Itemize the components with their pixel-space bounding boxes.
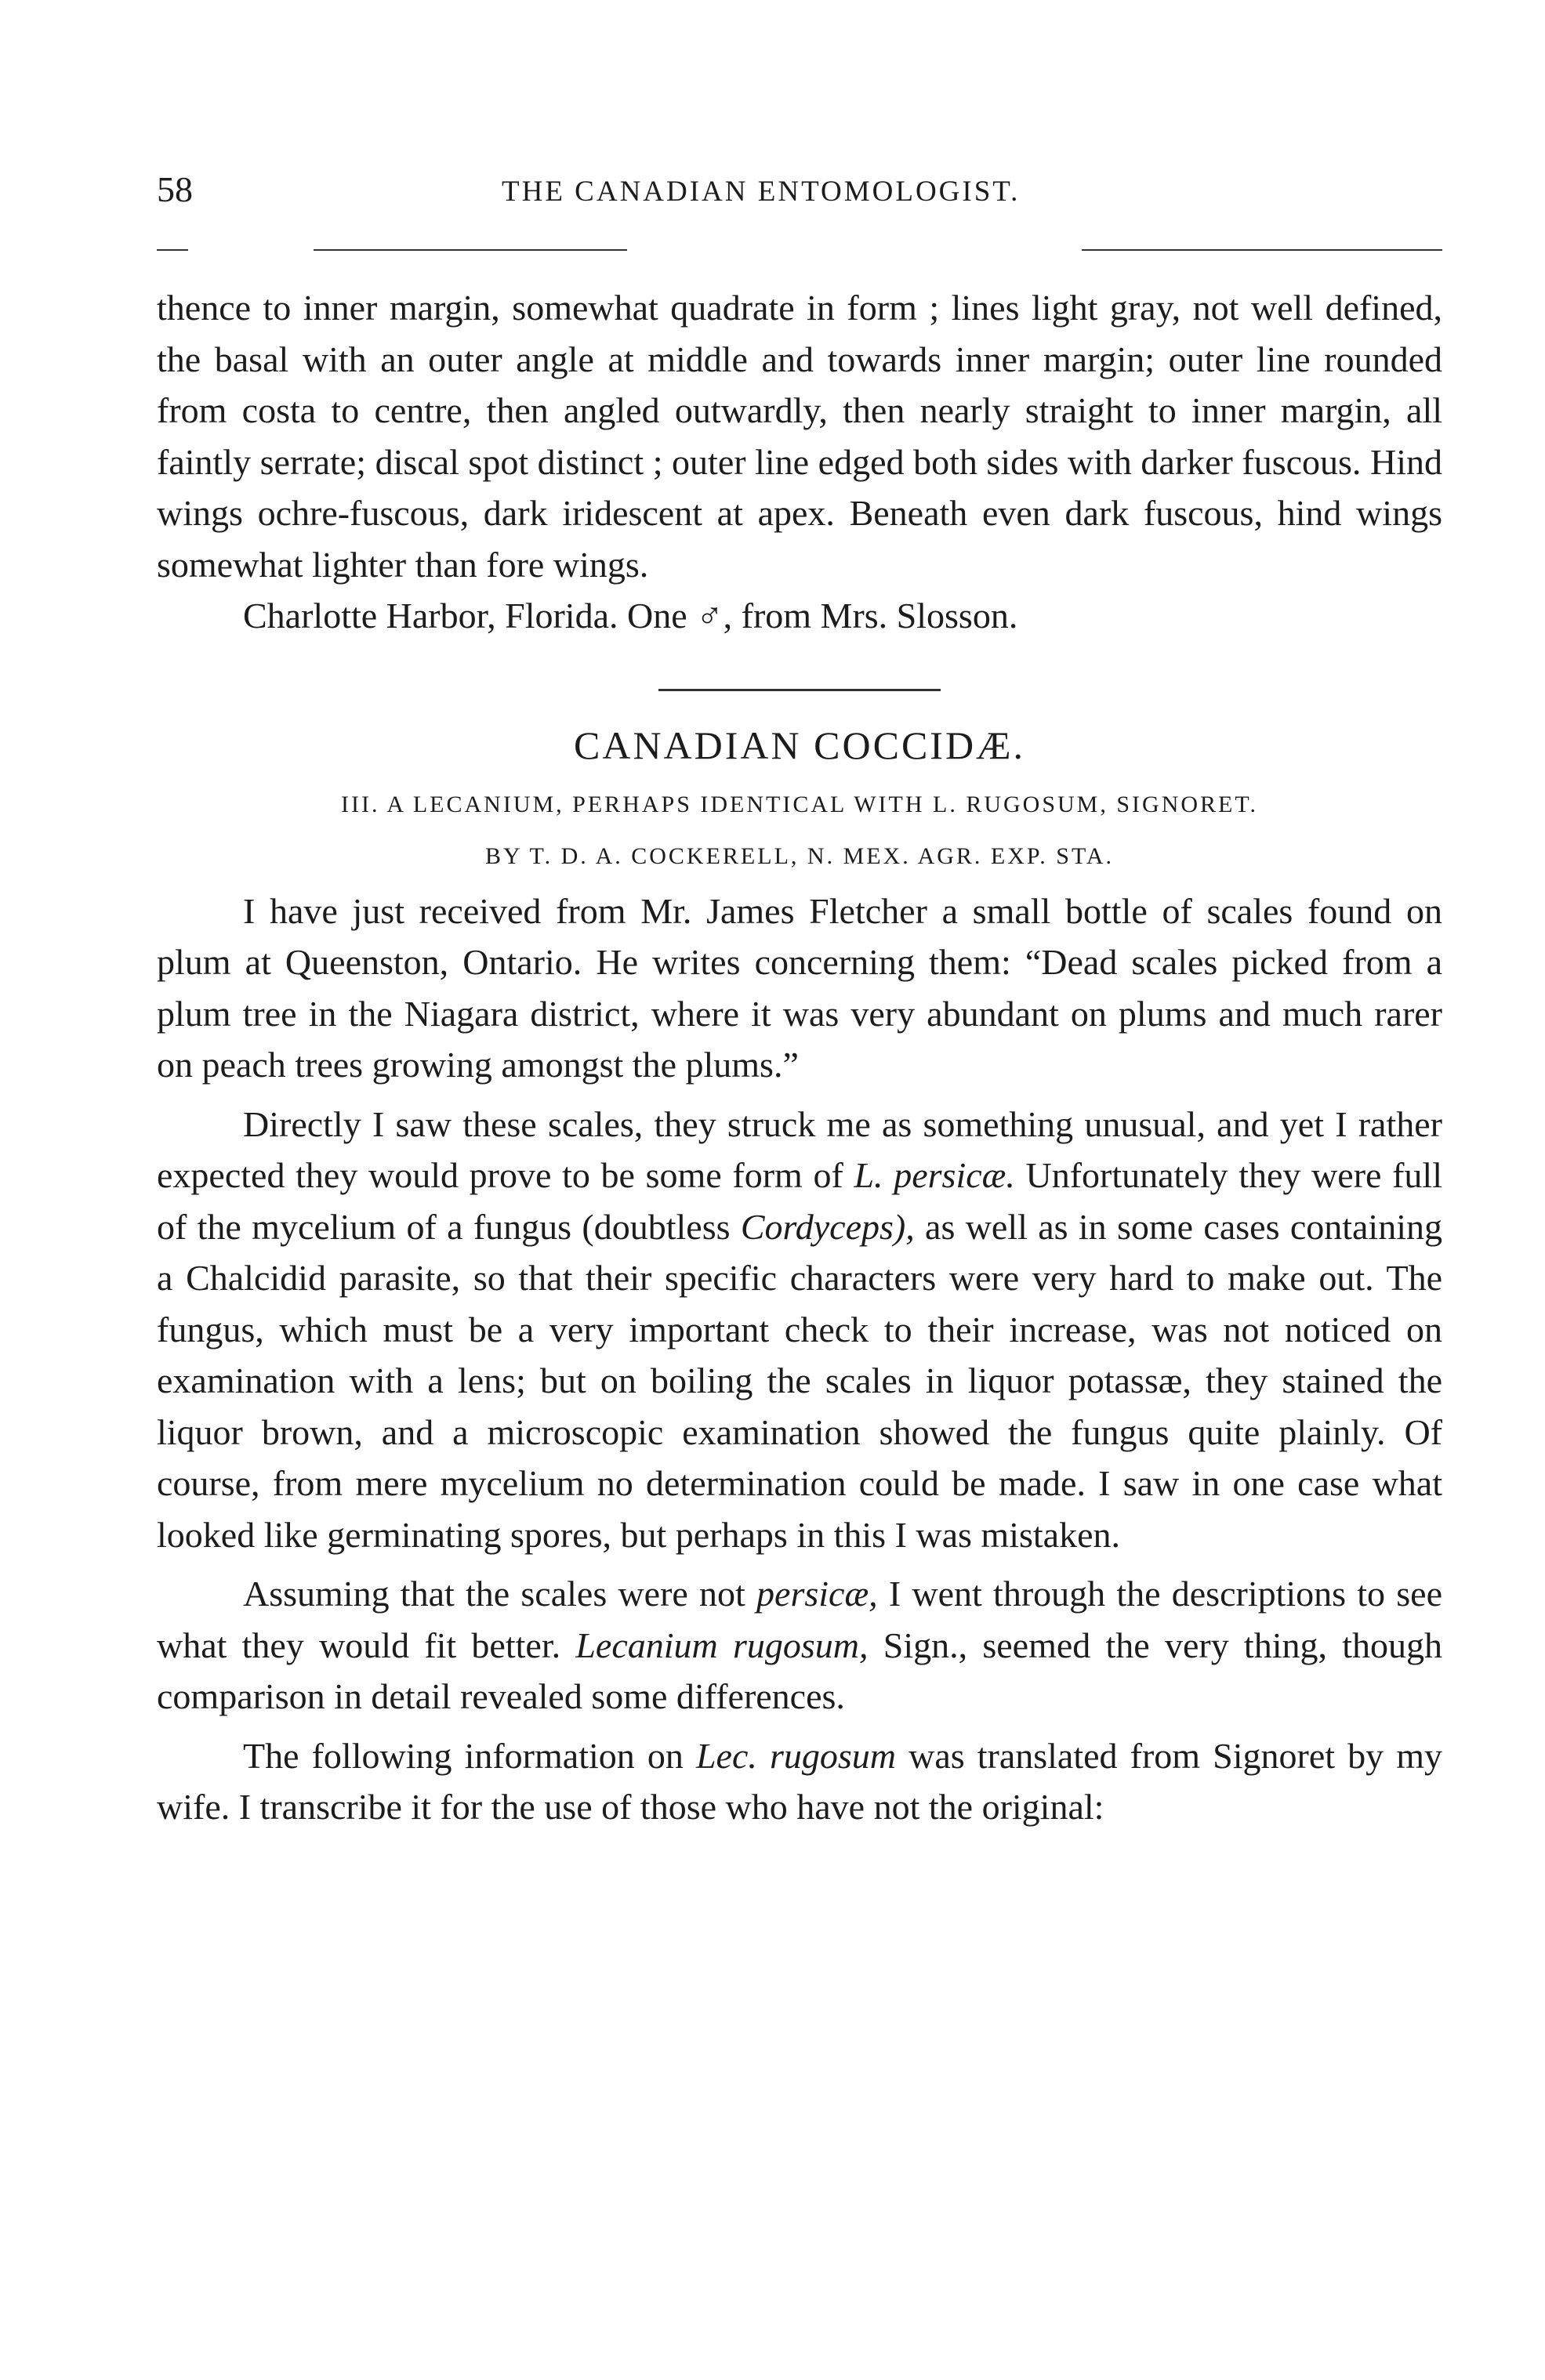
paragraph-2-text-c: as well as in some cases containing a Chalcidid parasite, so that their specific characters were very hard to make out. The fungus, which must be a very important check to their increase, was not noticed on examination with a lens; but on boiling the scales in liquor potassæ, they stained the liquor brown, and a microscopic examination showed the fungus quite plainly. Of course, from mere mycelium no determination could be made. I saw in one case what looked like germinating spores, but perhaps in this I was mistaken. [157, 1206, 1442, 1555]
journal-title: THE CANADIAN ENTOMOLOGIST. [502, 176, 1021, 208]
genus-name-cordyceps: Cordyceps), [740, 1206, 915, 1247]
paragraph-1: I have just received from Mr. James Fletcher a small bottle of scales found on plum at Queenston, Ontario. He writes concerning them: “Dead scales picked from a plum tree in the Niagara district, where it was very abundant on plums and much rarer on peach trees growing amongst the plums.” [157, 890, 1442, 1085]
locality-line: Charlotte Harbor, Florida. One ♂, from Mrs. Slosson. [243, 596, 1018, 636]
paragraph-3-text-a: Assuming that the scales were not [243, 1574, 757, 1614]
article-title: CANADIAN COCCIDÆ. [573, 723, 1026, 767]
species-name-persicae-2: persicæ, [756, 1574, 878, 1614]
paragraph-2-text-b: Unfortunately they were full of the mycelium of a fungus (doubtless [157, 1155, 1442, 1247]
paragraph-3 [157, 1568, 1442, 1723]
section-divider [658, 689, 941, 691]
paragraph-2 [157, 1099, 1442, 1561]
paragraph-3-text-b: I went through the descriptions to see what they would fit better. [157, 1574, 1443, 1665]
species-name-lecanium-rugosum: Lecanium rugosum, [575, 1625, 869, 1665]
description-paragraph: thence to inner margin, somewhat quadrate in form ; lines light gray, not well defined, the basal with an outer angle at middle and towards inner margin; outer line rounded from costa to centre, then angled outwardly, then nearly straight to inner margin, all faintly serrate; discal spot distinct ; outer line edged both sides with darker fuscous. Hind wings ochre-fuscous, dark iridescent at apex. Beneath even dark fuscous, hind wings somewhat lighter than fore wings. [157, 288, 1442, 585]
paragraph-4-text-a: The following information on [243, 1735, 696, 1776]
species-name-lec-rugosum: Lec. rugosum [695, 1735, 896, 1776]
header-rule [157, 249, 1442, 252]
running-head [157, 168, 1442, 216]
paragraph-3-text-c: Sign., seemed the very thing, though comparison in detail revealed some differences. [157, 1625, 1442, 1716]
paragraph-2-text-a: Directly I saw these scales, they struck me as something unusual, and yet I rather expected they would prove to be some form of [157, 1103, 1442, 1195]
paragraph-4-text-b: was translated from Signoret by my wife. I transcribe it for the use of those who have not the original: [157, 1735, 1442, 1827]
page-number: 58 [157, 169, 193, 209]
paragraph-4 [157, 1730, 1442, 1833]
page-body [157, 282, 1442, 1833]
article-subtitle: III. A LECANIUM, PERHAPS IDENTICAL WITH L. RUGOSUM, SIGNORET. [341, 791, 1258, 817]
species-name-persicae: L. persicæ. [854, 1155, 1015, 1195]
article-byline: BY T. D. A. COCKERELL, N. MEX. AGR. EXP. STA. [484, 842, 1115, 869]
